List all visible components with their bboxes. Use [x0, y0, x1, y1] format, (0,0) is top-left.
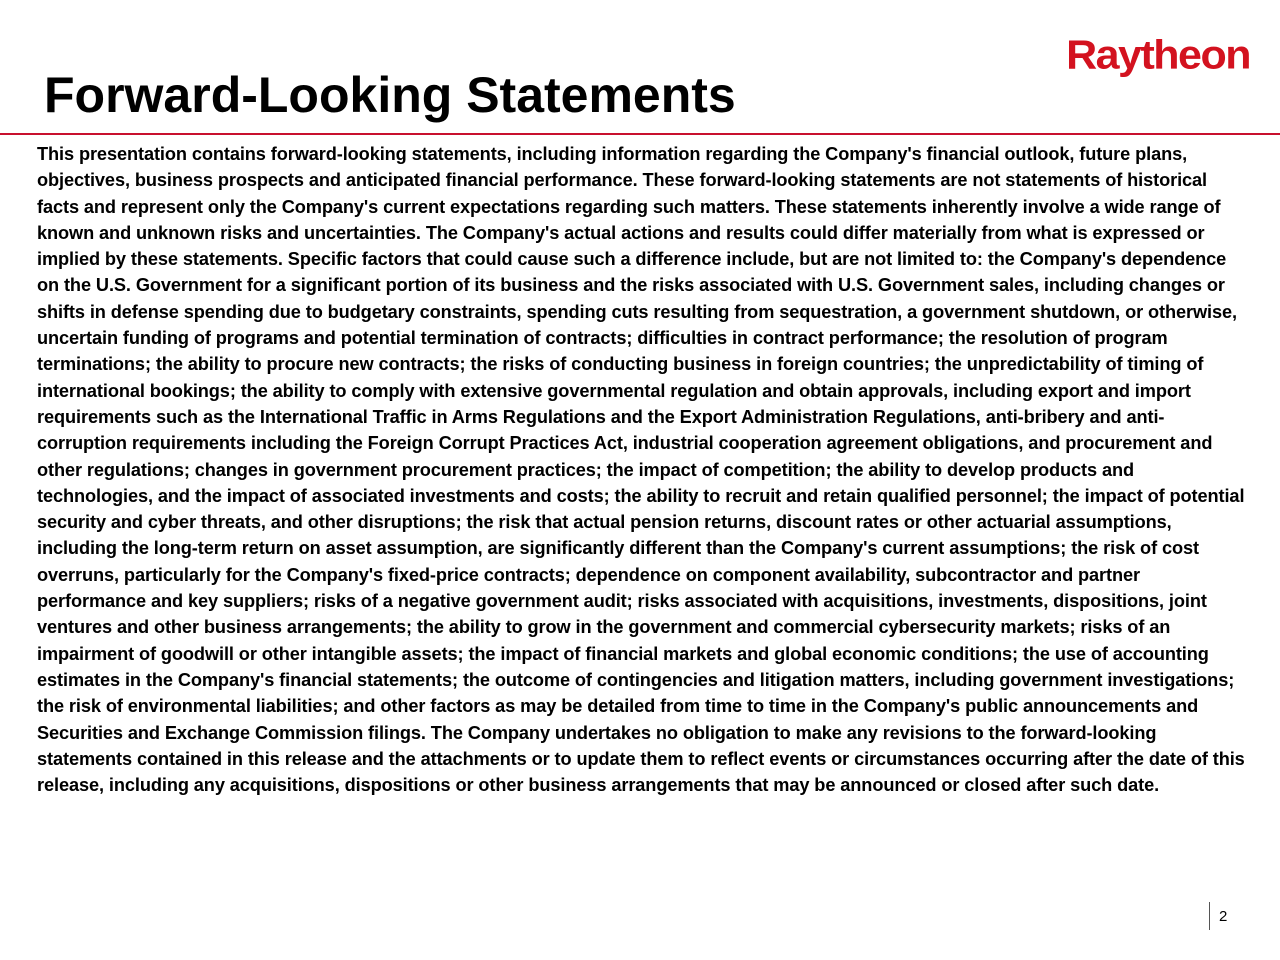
page-title: Forward-Looking Statements — [44, 67, 736, 123]
page-number: 2 — [1219, 908, 1228, 925]
title-divider — [0, 133, 1280, 135]
disclaimer-paragraph: This presentation contains forward-looking statements, including information regarding the Company's financial outlook, future plans, objectives, business prospects and anticipated financial performance. These forward-looking statements are not statements of historical facts and represent only the Company's current expectations regarding such matters. These statements inherently involve a wide range of known and unknown risks and uncertainties. The Company's actual actions and results could differ materially from what is expressed or implied by these statements. Specific factors that could cause such a difference include, but are not limited to: the Company's dependence on the U.S. Government for a significant portion of its business and the risks associated with U.S. Government sales, including changes or shifts in defense spending due to budgetary constraints, spending cuts resulting from sequestration, a government shutdown, or otherwise, uncertain funding of programs and potential termination of contracts; difficulties in contract performance; the resolution of program terminations; the ability to procure new contracts; the risks of conducting business in foreign countries; the unpredictability of timing of international bookings; the ability to comply with extensive governmental regulation and obtain approvals, including export and import requirements such as the International Traffic in Arms Regulations and the Export Administration Regulations, anti-bribery and anti-corruption requirements including the Foreign Corrupt Practices Act, industrial cooperation agreement obligations, and procurement and other regulations; changes in government procurement practices; the impact of competition; the ability to develop products and technologies, and the impact of associated investments and costs; the ability to recruit and retain qualified personnel; the impact of potential security and cyber threats, and other disruptions; the risk that actual pension returns, discount rates or other actuarial assumptions, including the long-term return on asset assumption, are significantly different than the Company's current assumptions; the risk of cost overruns, particularly for the Company's fixed-price contracts; dependence on component availability, subcontractor and partner performance and key suppliers; risks of a negative government audit; risks associated with acquisitions, investments, dispositions, joint ventures and other business arrangements; the ability to grow in the government and commercial cybersecurity markets; risks of an impairment of goodwill or other intangible assets; the impact of financial markets and global economic conditions; the use of accounting estimates in the Company's financial statements; the outcome of contingencies and litigation matters, including government investigations; the risk of environmental liabilities; and other factors as may be detailed from time to time in the Company's public announcements and Securities and Exchange Commission filings. The Company undertakes no obligation to make any revisions to the forward-looking statements contained in this release and the attachments or to update them to reflect events or circumstances occurring after the date of this release, including any acquisitions, dispositions or other business arrangements that may be announced or closed after such date. — [37, 144, 1245, 796]
raytheon-logo: Raytheon — [1066, 32, 1250, 78]
page-number-divider — [1209, 902, 1210, 930]
